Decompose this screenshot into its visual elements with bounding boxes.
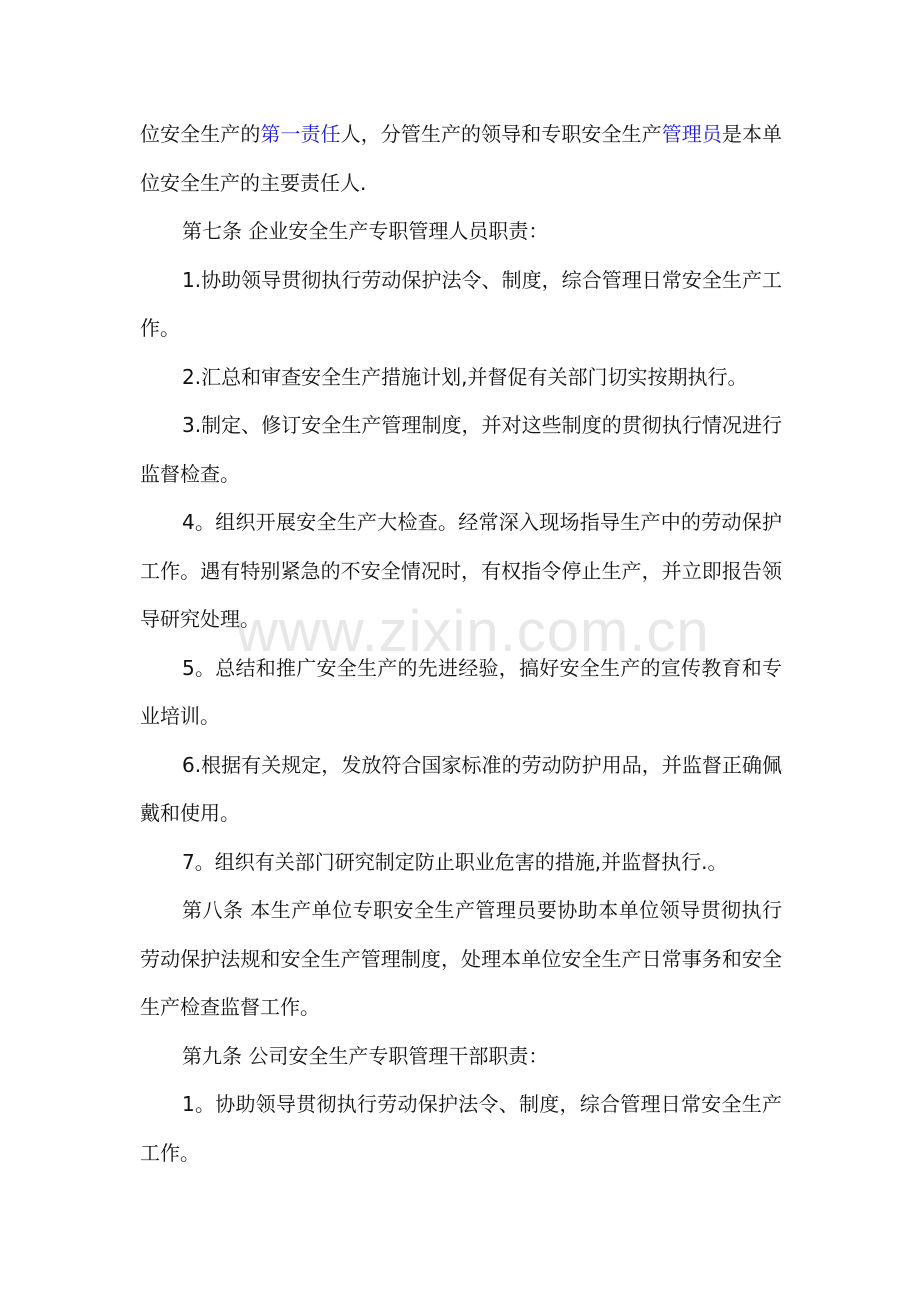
article-nine-item-1: 1。协助领导贯彻执行劳动保护法令、制度，综合管理日常安全生产工作。 xyxy=(140,1092,782,1165)
article-nine-heading: 第九条 公司安全生产专职管理干部职责： xyxy=(182,1043,549,1068)
text-segment: 位安全生产的 xyxy=(140,122,261,146)
link-first-responsible[interactable]: 第一责任 xyxy=(260,122,341,146)
document-body xyxy=(140,110,782,1177)
text-segment: 人，分管生产的领导和专职安全生产 xyxy=(340,122,662,146)
article-seven-item-4: 4。组织开展安全生产大检查。经常深入现场指导生产中的劳动保护工作。遇有特别紧急的不安全情况时，有权指令停止生产，并立即报告领导研究处理。 xyxy=(140,510,782,631)
article-seven-item-5: 5。总结和推广安全生产的先进经验，搞好安全生产的宣传教育和专业培训。 xyxy=(140,655,782,728)
article-seven-item-6: 6.根据有关规定，发放符合国家标准的劳动防护用品，并监督正确佩戴和使用。 xyxy=(140,752,782,825)
article-seven-item-3: 3.制定、修订安全生产管理制度，并对这些制度的贯彻执行情况进行监督检查。 xyxy=(140,413,782,486)
article-seven-item-7: 7。组织有关部门研究制定防止职业危害的措施,并监督执行.。 xyxy=(182,849,728,874)
article-seven-heading: 第七条 企业安全生产专职管理人员职责： xyxy=(182,219,549,243)
paragraph-responsibility xyxy=(140,110,782,207)
article-seven-item-2: 2.汇总和审查安全生产措施计划,并督促有关部门切实按期执行。 xyxy=(182,364,748,389)
link-administrator[interactable]: 管理员 xyxy=(661,122,722,146)
article-eight: 第八条 本生产单位专职安全生产管理员要协助本单位领导贯彻执行劳动保护法规和安全生产管理制度，处理本单位安全生产日常事务和安全生产检查监督工作。 xyxy=(140,898,782,1019)
text-segment: 是本单位安全生产的主要责任人. xyxy=(140,122,783,195)
article-seven-item-1: 1.协助领导贯彻执行劳动保护法令、制度，综合管理日常安全生产工作。 xyxy=(140,267,782,340)
watermark: www.zixin.com.cn xyxy=(236,599,710,664)
